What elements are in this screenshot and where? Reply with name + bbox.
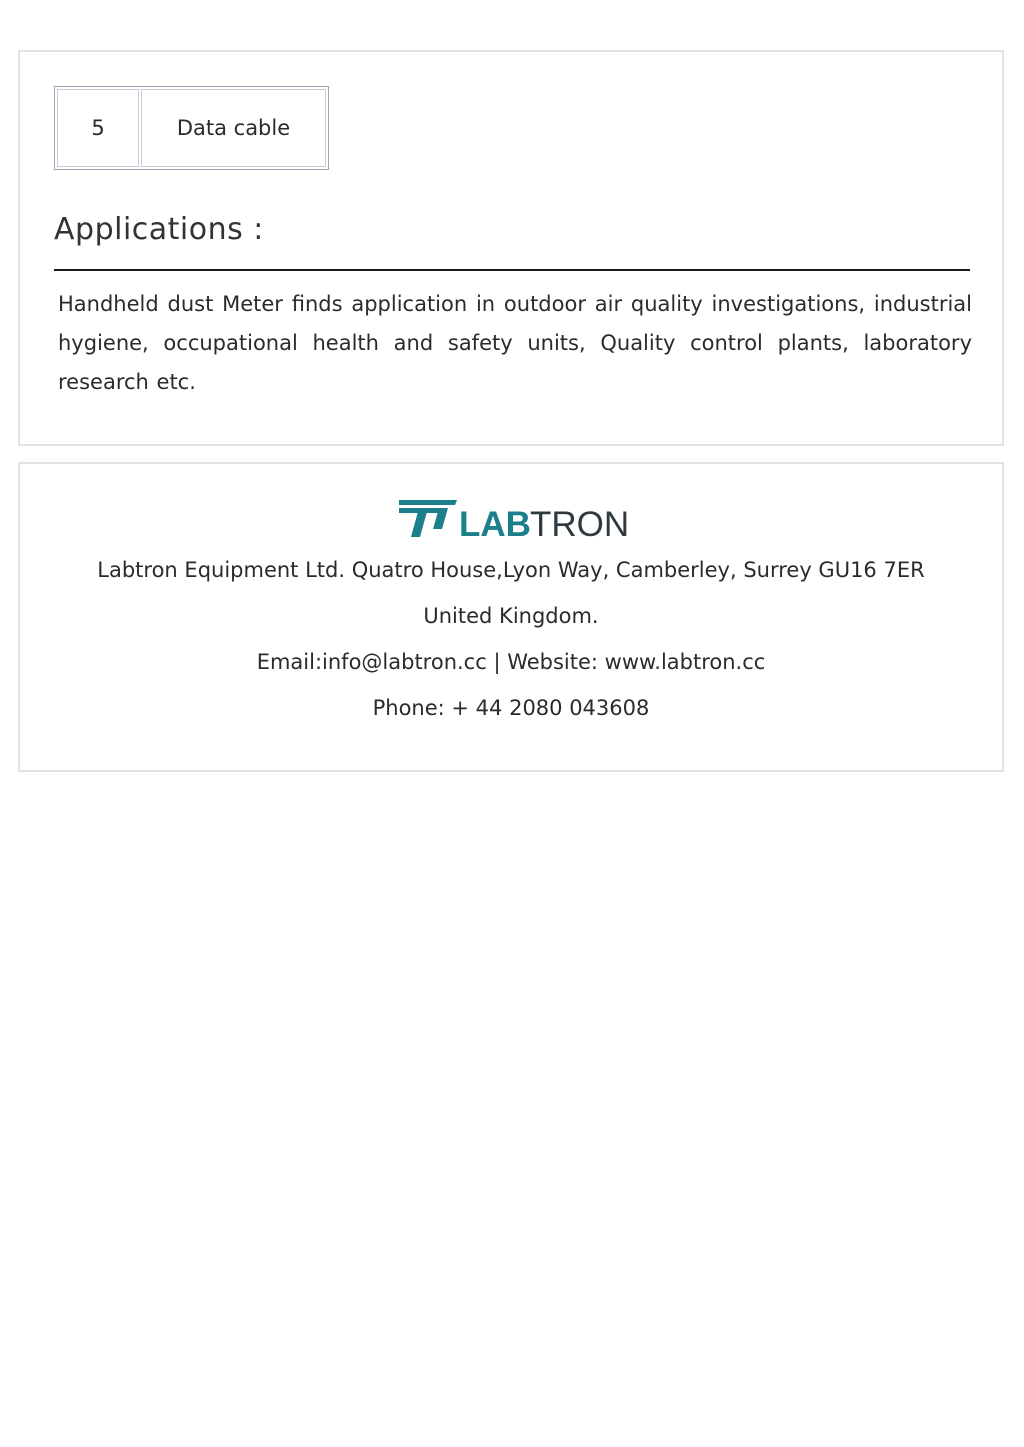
applications-text: Handheld dust Meter finds application in outdoor air quality investigations, industrial hygiene, occupational health and safety units, Quality control plants, laboratory research etc. [58, 292, 972, 394]
item-number-cell: 5 [57, 89, 139, 167]
company-contact-line: Email:info@labtron.cc | Website: www.labtron.cc [256, 650, 766, 674]
logo-text-bold: LAB [459, 505, 531, 541]
labtron-logo-mark-icon [399, 500, 457, 537]
applications-heading: Applications : [54, 212, 264, 247]
accessory-table [54, 86, 329, 170]
company-address-line-1: Labtron Equipment Ltd. Quatro House,Lyon Way, Camberley, Surrey GU16 7ER [97, 558, 925, 582]
company-phone-line: Phone: + 44 2080 043608 [372, 696, 650, 720]
labtron-logo [397, 497, 629, 541]
company-footer [18, 462, 1004, 772]
heading-divider [54, 269, 970, 271]
company-address-line-2: United Kingdom. [423, 604, 599, 628]
table-row [57, 89, 326, 167]
product-details-panel [18, 50, 1004, 446]
logo-text-light: TRON [530, 505, 629, 541]
item-description-cell: Data cable [141, 89, 326, 167]
